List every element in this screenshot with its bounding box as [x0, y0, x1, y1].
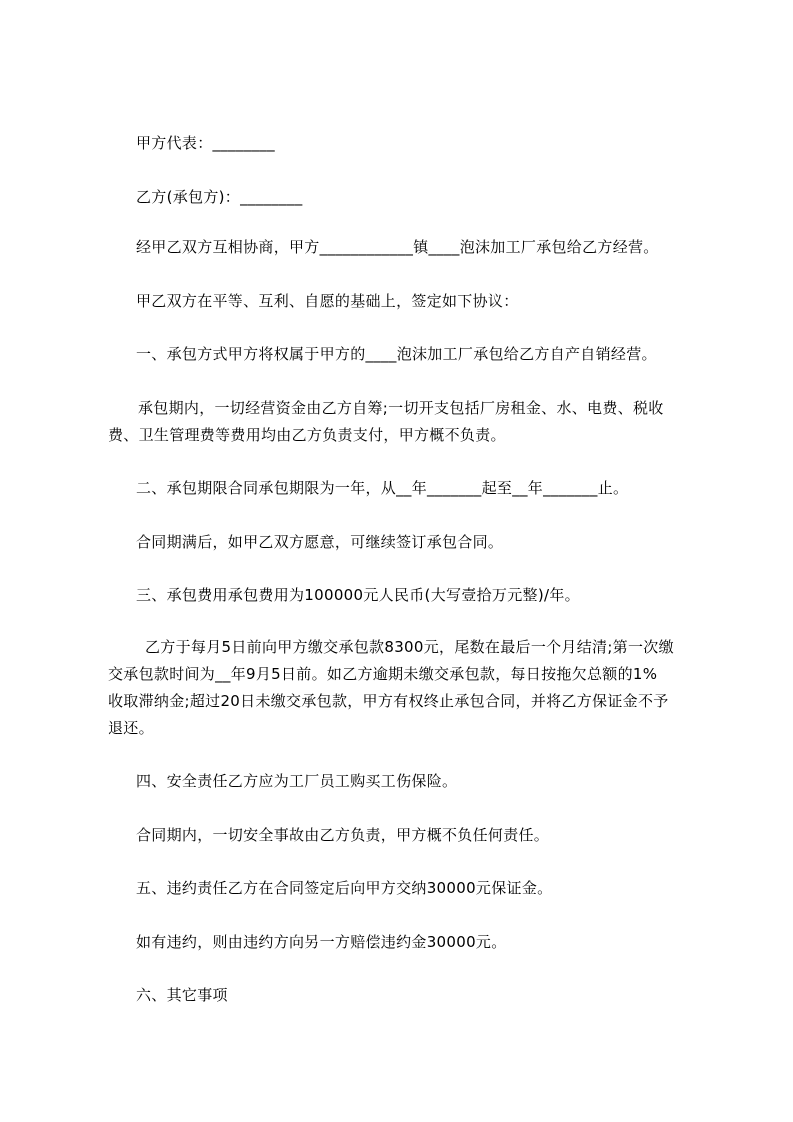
clause-2-heading: 二、承包期限合同承包期限为一年，从__年_______起至__年_______止。: [136, 479, 629, 497]
clause-6-heading: 六、其它事项: [136, 986, 228, 1004]
party-b-contractor: 乙方(承包方)：________: [136, 188, 303, 206]
agreement-basis: 甲乙双方在平等、互利、自愿的基础上，签定如下协议：: [136, 292, 519, 310]
clause-4-heading: 四、安全责任乙方应为工厂员工购买工伤保险。: [136, 772, 458, 790]
clause-3-body-line-4: 退还。: [108, 719, 154, 737]
clause-1-heading: 一、承包方式甲方将权属于甲方的____泡沫加工厂承包给乙方自产自销经营。: [136, 345, 657, 363]
clause-3-body-line-2: 交承包款时间为__年9月5日前。如乙方逾期未缴交承包款，每日按拖欠总额的1%: [108, 665, 658, 683]
clause-5-body: 如有违约，则由违约方向另一方赔偿违约金30000元。: [136, 933, 507, 951]
clause-2-body: 合同期满后，如甲乙双方愿意，可继续签订承包合同。: [136, 533, 504, 551]
clause-4-body: 合同期内，一切安全事故由乙方负责，甲方概不负任何责任。: [136, 826, 550, 844]
clause-5-heading: 五、违约责任乙方在合同签定后向甲方交纳30000元保证金。: [136, 879, 553, 897]
intro-paragraph: 经甲乙双方互相协商，甲方____________镇____泡沫加工厂承包给乙方经营。: [136, 238, 659, 256]
clause-1-body-line-1: 承包期内，一切经营资金由乙方自筹;一切开支包括厂房租金、水、电费、税收: [138, 399, 664, 417]
clause-3-body-line-1: 乙方于每月5日前向甲方缴交承包款8300元，尾数在最后一个月结清;第一次缴: [145, 638, 674, 656]
clause-3-body-line-3: 收取滞纳金;超过20日未缴交承包款，甲方有权终止承包合同，并将乙方保证金不予: [108, 692, 669, 710]
clause-1-body-line-2: 费、卫生管理费等费用均由乙方负责支付，甲方概不负责。: [108, 426, 506, 444]
party-a-representative: 甲方代表：________: [136, 134, 275, 152]
clause-3-heading: 三、承包费用承包费用为100000元人民币(大写壹拾万元整)/年。: [136, 586, 580, 604]
